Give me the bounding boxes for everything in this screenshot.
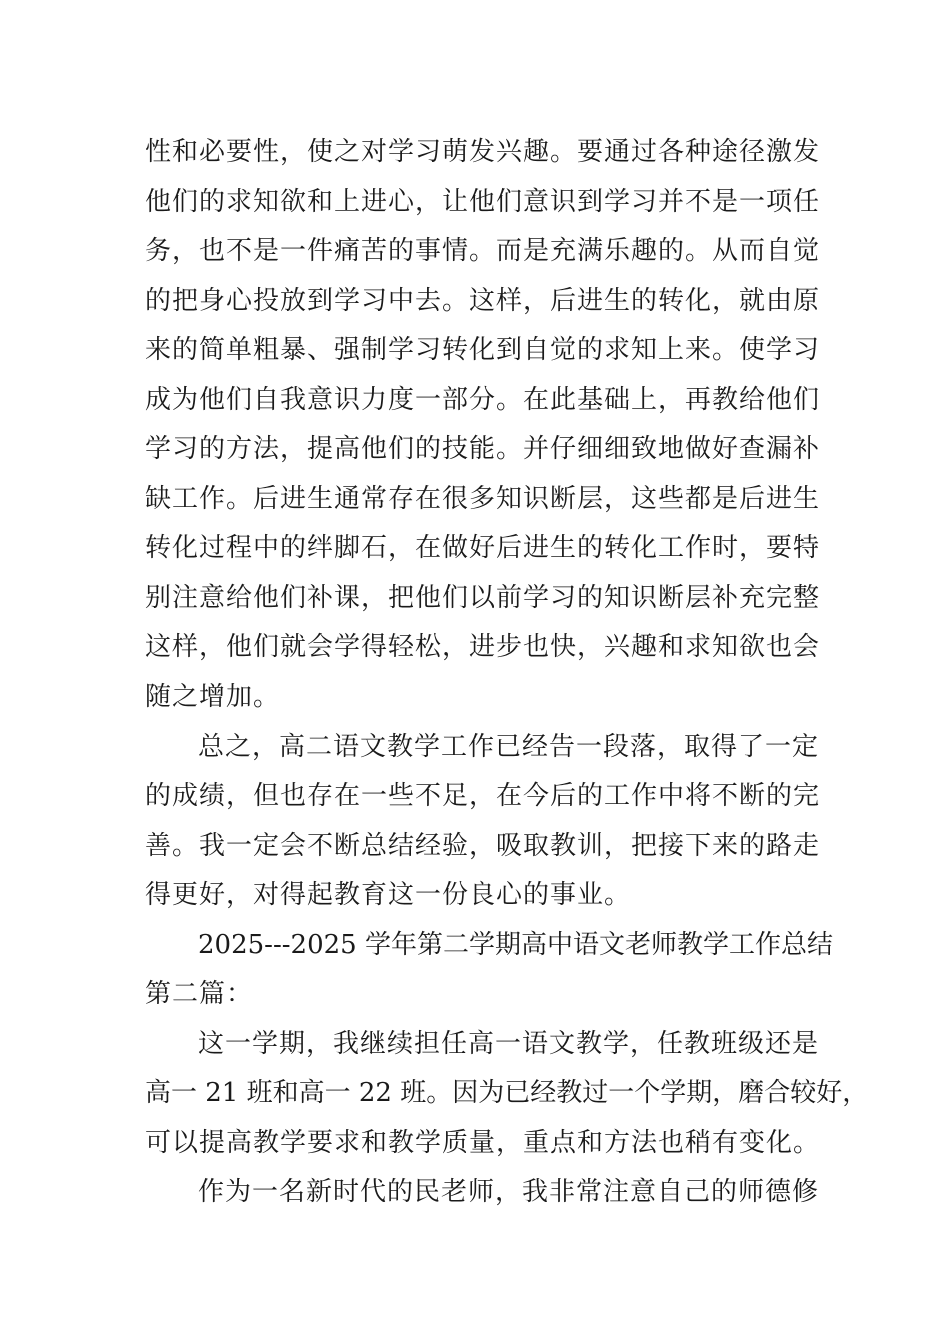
section-title: 2025---2025 学年第二学期高中语文老师教学工作总结 (198, 930, 833, 960)
text-line: 他们的求知欲和上进心，让他们意识到学习并不是一项任 (145, 187, 821, 217)
text-line: 转化过程中的绊脚石，在做好后进生的转化工作时，要特 (145, 533, 821, 563)
text-line: 这一学期，我继续担任高一语文教学，任教班级还是 (198, 1029, 820, 1059)
text-line: 务，也不是一件痛苦的事情。而是充满乐趣的。从而自觉 (145, 236, 821, 266)
text-line: 别注意给他们补课，把他们以前学习的知识断层补充完整 (145, 583, 821, 613)
text-line: 的把身心投放到学习中去。这样，后进生的转化，就由原 (145, 286, 821, 316)
text-line: 善。我一定会不断总结经验，吸取教训，把接下来的路走 (145, 831, 821, 861)
text-line: 缺工作。后进生通常存在很多知识断层，这些都是后进生 (145, 484, 821, 514)
text-line: 随之增加。 (145, 682, 281, 712)
text-line: 高一 21 班和高一 22 班。因为已经教过一个学期，磨合较好， (145, 1078, 869, 1108)
text-line: 性和必要性，使之对学习萌发兴趣。要通过各种途径激发 (145, 137, 821, 167)
text-line: 的成绩，但也存在一些不足，在今后的工作中将不断的完 (145, 781, 821, 811)
text-line: 作为一名新时代的民老师，我非常注意自己的师德修 (198, 1177, 820, 1207)
text-line: 这样，他们就会学得轻松，进步也快，兴趣和求知欲也会 (145, 632, 821, 662)
text-line: 成为他们自我意识力度一部分。在此基础上，再教给他们 (145, 385, 821, 415)
section-subtitle: 第二篇： (145, 979, 254, 1009)
text-line: 可以提高教学要求和教学质量，重点和方法也稍有变化。 (145, 1128, 821, 1158)
text-line: 得更好，对得起教育这一份良心的事业。 (145, 880, 632, 910)
text-line: 来的简单粗暴、强制学习转化到自觉的求知上来。使学习 (145, 335, 821, 365)
text-line: 学习的方法，提高他们的技能。并仔细细致地做好查漏补 (145, 434, 821, 464)
text-line: 总之，高二语文教学工作已经告一段落，取得了一定 (198, 732, 820, 762)
